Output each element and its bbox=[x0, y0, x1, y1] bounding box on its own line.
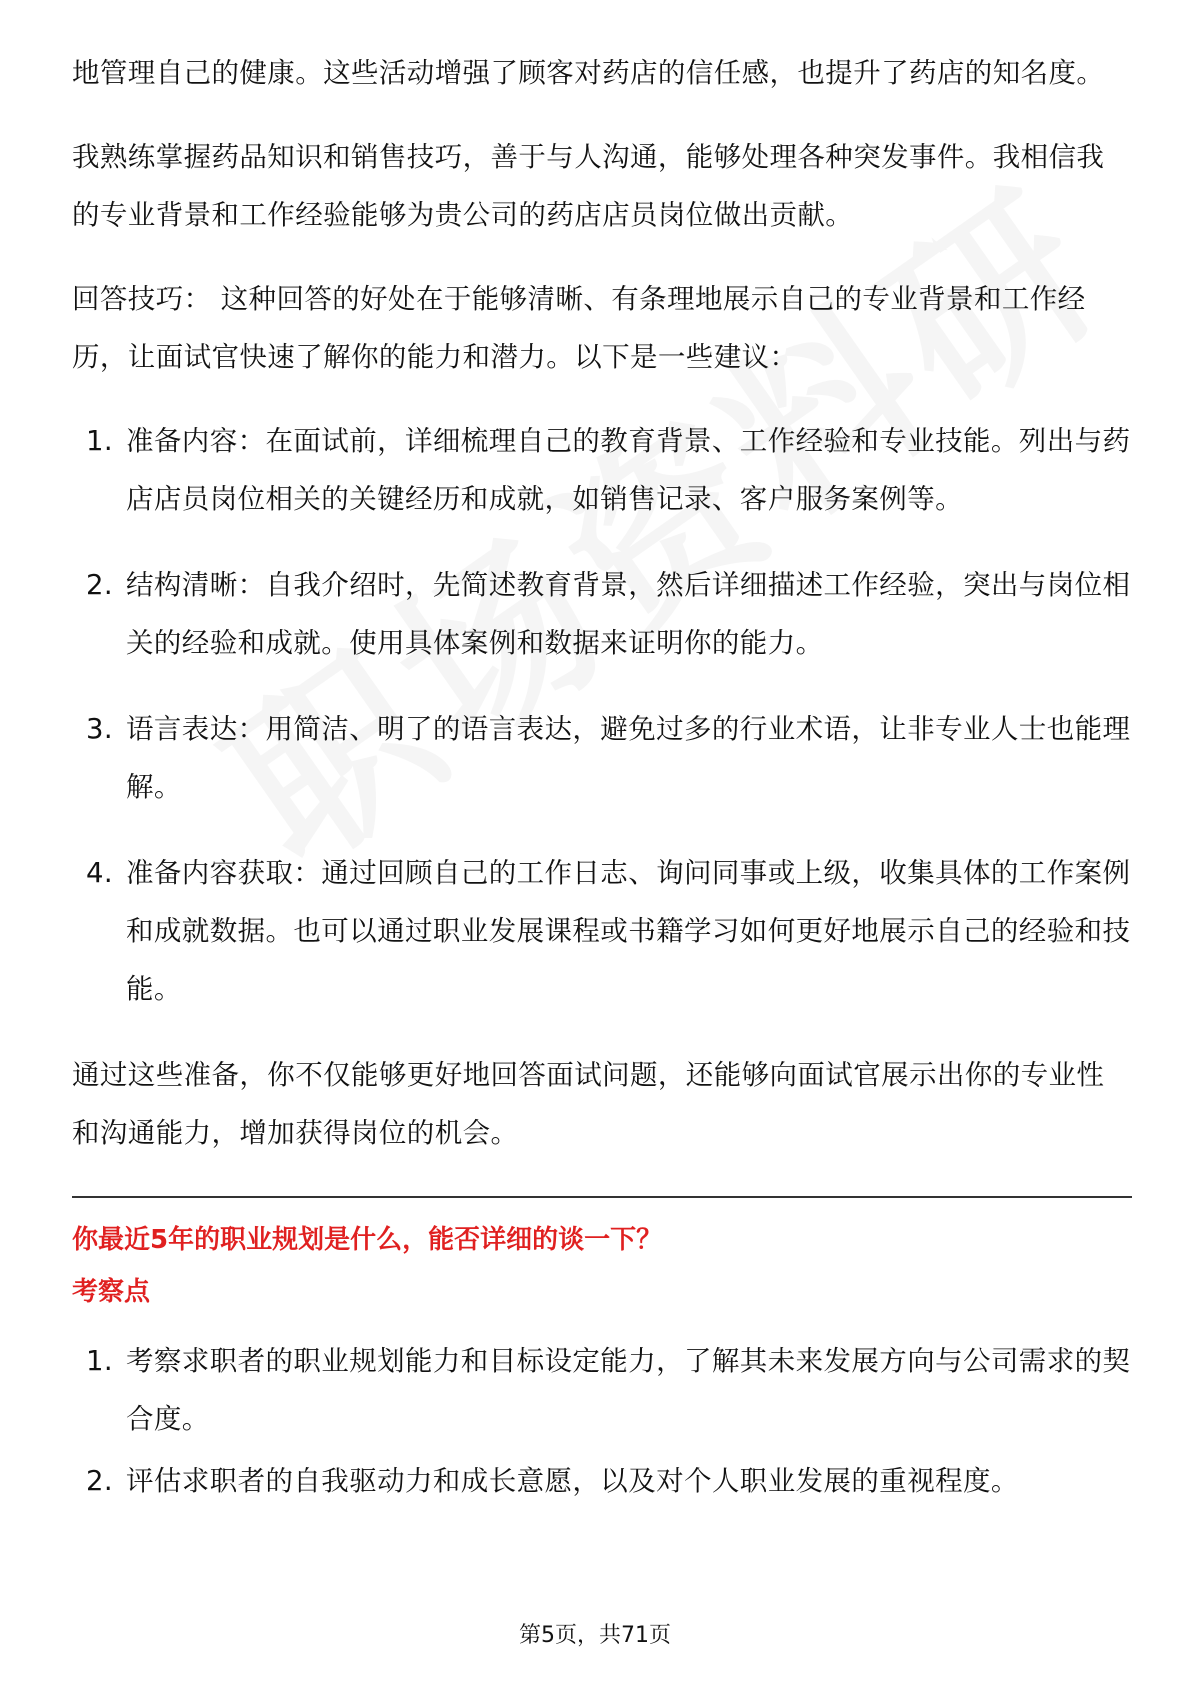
list-item bbox=[72, 556, 1132, 672]
paragraph-skills-summary: 我熟练掌握药品知识和销售技巧，善于与人沟通，能够处理各种突发事件。我相信我的专业背景和工作经验能够为贵公司的药店店员岗位做出贡献。 bbox=[72, 141, 1105, 231]
paragraph-conclusion: 通过这些准备，你不仅能够更好地回答面试问题，还能够向面试官展示出你的专业性和沟通能力，增加获得岗位的机会。 bbox=[72, 1059, 1105, 1149]
paragraph-answer-tips: 回答技巧： 这种回答的好处在于能够清晰、有条理地展示自己的专业背景和工作经历，让面试官快速了解你的能力和潜力。以下是一些建议： bbox=[72, 283, 1086, 373]
list-item bbox=[72, 700, 1132, 816]
section-label: 考察点 bbox=[72, 1277, 151, 1307]
tips-list bbox=[72, 412, 1132, 1018]
list-item-text: 准备内容获取：通过回顾自己的工作日志、询问同事或上级，收集具体的工作案例和成就数据。也可以通过职业发展课程或书籍学习如何更好地展示自己的经验和技能。 bbox=[126, 857, 1131, 1005]
list-number: 1. bbox=[86, 1345, 114, 1377]
list-item-text: 评估求职者的自我驱动力和成长意愿，以及对个人职业发展的重视程度。 bbox=[126, 1465, 1019, 1497]
assessment-list bbox=[72, 1332, 1132, 1510]
question-heading: 你最近5年的职业规划是什么，能否详细的谈一下？ bbox=[72, 1225, 663, 1255]
list-item bbox=[72, 412, 1132, 528]
list-item-text: 语言表达：用简洁、明了的语言表达，避免过多的行业术语，让非专业人士也能理解。 bbox=[126, 713, 1131, 803]
list-item bbox=[72, 1332, 1132, 1448]
page-content bbox=[72, 44, 1132, 1532]
list-item bbox=[72, 1452, 1132, 1510]
list-number: 2. bbox=[86, 569, 114, 601]
list-number: 1. bbox=[86, 425, 114, 457]
list-number: 4. bbox=[86, 857, 114, 889]
list-number: 2. bbox=[86, 1465, 114, 1497]
list-number: 3. bbox=[86, 713, 114, 745]
list-item-text: 准备内容：在面试前，详细梳理自己的教育背景、工作经验和专业技能。列出与药店店员岗位相关的关键经历和成就，如销售记录、客户服务案例等。 bbox=[126, 425, 1131, 515]
paragraph-health-activities: 地管理自己的健康。这些活动增强了顾客对药店的信任感，也提升了药店的知名度。 bbox=[72, 57, 1105, 89]
list-item-text: 考察求职者的职业规划能力和目标设定能力，了解其未来发展方向与公司需求的契合度。 bbox=[126, 1345, 1131, 1435]
section-divider bbox=[72, 1196, 1132, 1198]
page-number: 第5页，共71页 bbox=[519, 1623, 671, 1648]
list-item bbox=[72, 844, 1132, 1018]
list-item-text: 结构清晰：自我介绍时，先简述教育背景，然后详细描述工作经验，突出与岗位相关的经验和成就。使用具体案例和数据来证明你的能力。 bbox=[126, 569, 1131, 659]
